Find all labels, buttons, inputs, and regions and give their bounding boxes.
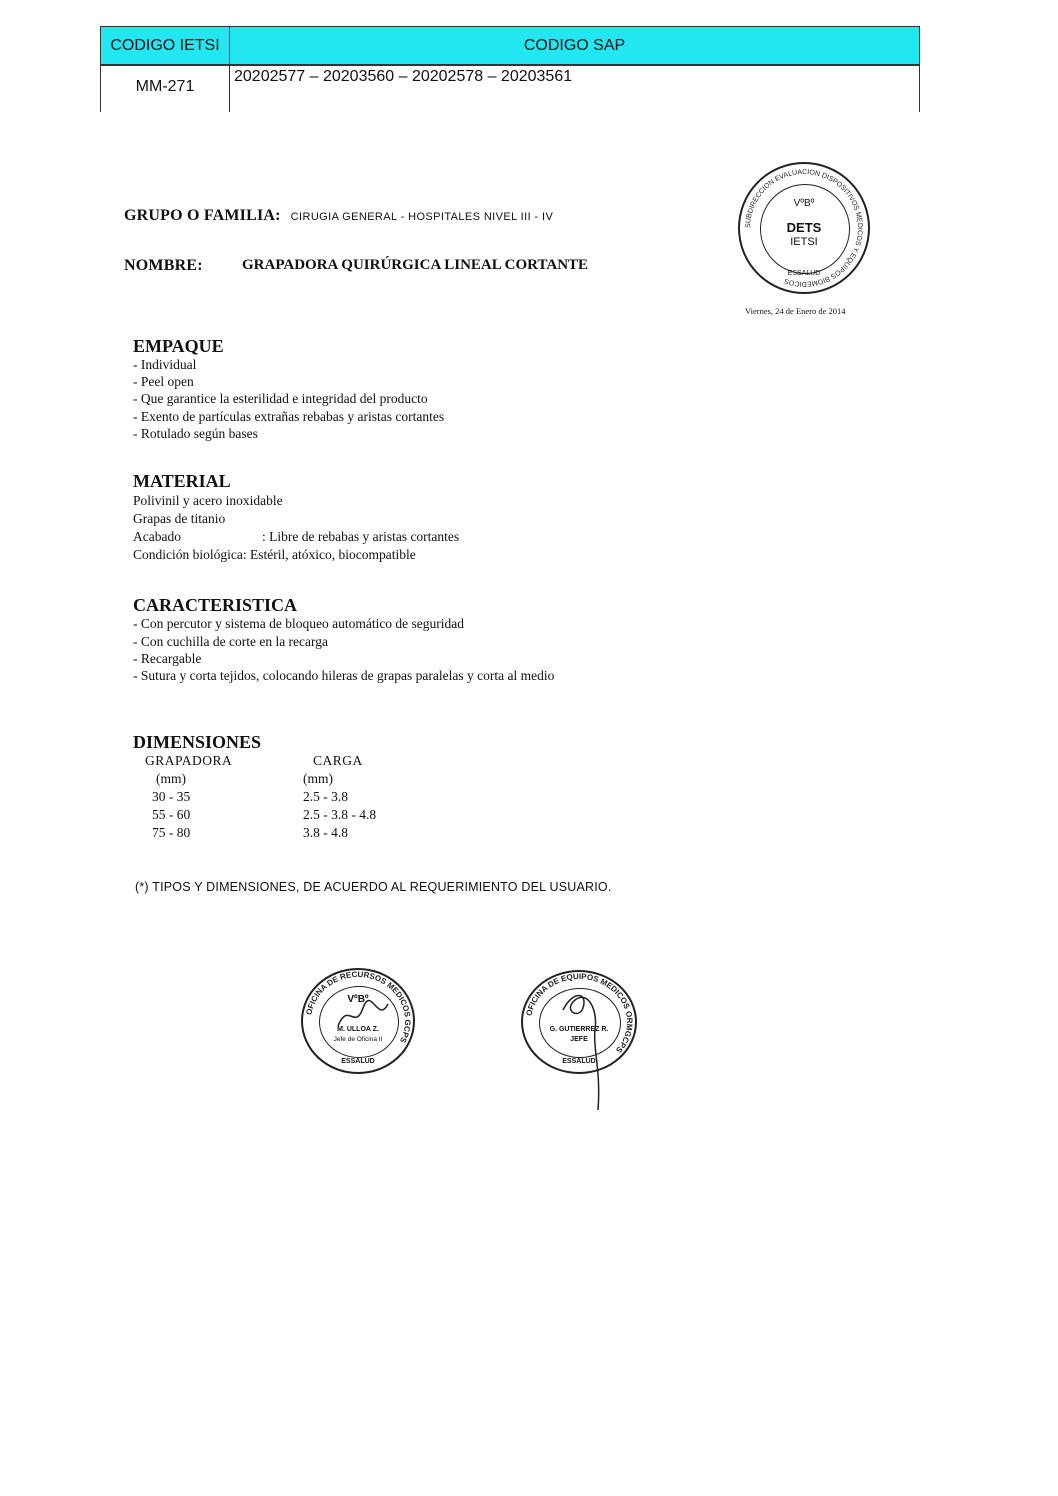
svg-text:SUBDIRECCION EVALUACION DISPOS: SUBDIRECCION EVALUACION DISPOSITIVOS MEDICOS Y EQUIPOS BIOMEDICOS (744, 168, 864, 288)
nombre-label: NOMBRE: (124, 257, 203, 274)
caracteristica-title: CARACTERISTICA (133, 595, 298, 615)
dim-col2-unit: (mm) (303, 771, 333, 786)
left-seal-vb: VºBº (347, 994, 369, 1005)
dim-col1-unit: (mm) (156, 771, 186, 786)
dets-bottom: ESSALUD (787, 270, 821, 277)
grupo-row (124, 207, 553, 225)
dets-vb: VºBº (793, 198, 815, 209)
dim-row-carga: 2.5 - 3.8 (303, 789, 348, 804)
caracteristica-item: - Con percutor y sistema de bloqueo automático de seguridad (133, 616, 465, 631)
code-table (100, 26, 920, 112)
left-seal-name: M. ULLOA Z. (337, 1026, 379, 1033)
dim-col1-header: GRAPADORA (145, 753, 233, 768)
svg-text:OFICINA DE RECURSOS MEDICOS GC: OFICINA DE RECURSOS MEDICOS GCPS (304, 969, 413, 1045)
right-seal (521, 970, 637, 1074)
table-divider (100, 64, 920, 65)
dimensiones-title: DIMENSIONES (133, 732, 262, 752)
sap-value: 20202577 – 20203560 – 20202578 – 20203561 (230, 66, 920, 112)
left-signature-icon (333, 996, 393, 1036)
dets-line1: DETS (786, 220, 822, 235)
dets-seal (738, 162, 870, 294)
caracteristica-item: - Con cuchilla de corte en la recarga (133, 634, 329, 649)
sap-header: CODIGO SAP (230, 27, 920, 66)
left-seal-bottom: ESSALUD (341, 1058, 375, 1065)
right-signature-icon (553, 980, 623, 1100)
right-seal-name: G. GUTIERREZ R. (549, 1026, 609, 1033)
left-seal (301, 968, 415, 1074)
empaque-item: - Peel open (133, 374, 194, 389)
dets-line2: IETSI (790, 236, 818, 248)
material-line: Grapas de titanio (133, 511, 226, 526)
caracteristica-item: - Recargable (133, 651, 202, 666)
dim-row-carga: 3.8 - 4.8 (303, 825, 348, 840)
dim-row-carga: 2.5 - 3.8 - 4.8 (303, 807, 377, 822)
ietsi-header: CODIGO IETSI (101, 27, 230, 66)
empaque-item: - Exento de partículas extrañas rebabas y aristas cortantes (133, 409, 445, 424)
nombre-row (124, 257, 589, 275)
nombre-value: GRAPADORA QUIRÚRGICA LINEAL CORTANTE (242, 257, 589, 273)
acabado-value: : Libre de rebabas y aristas cortantes (262, 529, 460, 544)
dim-row-grapadora: 30 - 35 (152, 789, 191, 804)
footnote: (*) TIPOS Y DIMENSIONES, DE ACUERDO AL REQUERIMIENTO DEL USUARIO. (135, 880, 612, 894)
material-title: MATERIAL (133, 471, 231, 491)
ietsi-value: MM-271 (101, 66, 230, 112)
condicion-line: Condición biológica: Estéril, atóxico, biocompatible (133, 547, 416, 562)
dim-col2-header: CARGA (313, 753, 363, 768)
right-seal-bottom: ESSALUD (562, 1058, 596, 1065)
acabado-label: Acabado (133, 529, 181, 544)
grupo-value: CIRUGIA GENERAL - HOSPITALES NIVEL III - IV (290, 211, 554, 223)
empaque-item: - Rotulado según bases (133, 426, 258, 441)
grupo-label: GRUPO O FAMILIA: (124, 207, 281, 224)
caracteristica-item: - Sutura y corta tejidos, colocando hileras de grapas paralelas y corta al medio (133, 668, 555, 683)
empaque-title: EMPAQUE (133, 336, 224, 356)
dim-row-grapadora: 75 - 80 (152, 825, 191, 840)
date-text: Viernes, 24 de Enero de 2014 (745, 306, 846, 316)
material-line: Polivinil y acero inoxidable (133, 493, 283, 508)
empaque-item: - Que garantice la esterilidad e integridad del producto (133, 391, 428, 406)
svg-text:OFICINA DE EQUIPOS MEDICOS ORM: OFICINA DE EQUIPOS MEDICOS ORMGCPS (524, 971, 635, 1055)
right-seal-role: JEFE (570, 1036, 588, 1043)
dim-row-grapadora: 55 - 60 (152, 807, 191, 822)
empaque-item: - Individual (133, 357, 197, 372)
left-seal-role: Jefe de Oficina II (333, 1036, 383, 1043)
